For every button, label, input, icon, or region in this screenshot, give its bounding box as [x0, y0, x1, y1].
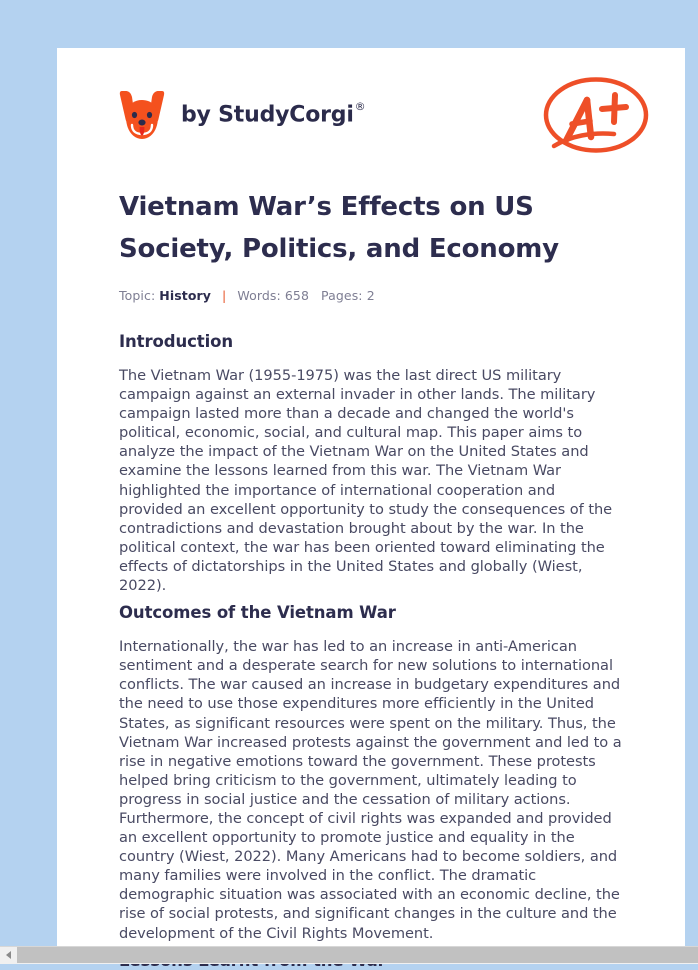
chevron-left-icon[interactable] [0, 947, 17, 963]
scrollbar-track[interactable] [17, 947, 698, 964]
brand-name [181, 99, 366, 128]
brand-prefix: by [181, 102, 219, 128]
section-heading-introduction: Introduction [119, 332, 234, 351]
document-card [57, 48, 685, 947]
corgi-face-icon [119, 89, 165, 141]
word-count: Words: 658 [237, 288, 310, 303]
document-meta [119, 288, 623, 303]
brand-block[interactable] [119, 89, 364, 141]
section-heading-outcomes: Outcomes of the Vietnam War [119, 603, 396, 623]
section-paragraph-introduction: The Vietnam War (1955-1975) was the last direct US military campaign against an external invader in other lands. The military campaign lasted more than a decade and changed the world's political, economic, social, and cultural map. This paper aims to analyze the impact of the Vietnam War on the United States and examine the lessons learned from this war. The Vietnam War highlighted the importance of international cooperation and provided an excellent opportunity to study the consequences of the contradictions and devastation brought about by the war. In the political context, the war has been oriented toward eliminating the effects of dictatorships in the United States and globally (Wiest, 2022). [119, 367, 613, 595]
horizontal-scrollbar[interactable] [0, 946, 698, 964]
document-body [57, 186, 685, 970]
document-header [57, 65, 685, 165]
meta-separator: | [222, 288, 227, 303]
page-title: Vietnam War’s Effects on US Society, Politics, and Economy [119, 192, 559, 264]
section-paragraph-outcomes: Internationally, the war has led to an increase in anti-American sentiment and a desperate search for new solutions to international conflicts. The war caused an increase in budgetary expenditures and the need to use those expenditures more efficiently in the United States, as significant resources were spent on the military. Thus, the Vietnam War increased protests against the government and led to a rise in negative emotions toward the government. These protests helped bring criticism to the government, ultimately leading to progress in social justice and the cessation of military actions. Furthermore, the concept of civil rights was expanded and provided an excellent opportunity to promote justice and equality in the country (Wiest, 2022). Many Americans had to become soldiers, and many families were involved in the conflict. The dramatic demographic situation was associated with an economic decline, the rise of social protests, and significant changes in the culture and the development of the Civil Rights Movement. [119, 638, 622, 942]
page-count: Pages: 2 [321, 288, 375, 303]
topic-label: Topic: [119, 288, 156, 303]
scrollbar-thumb[interactable] [17, 947, 698, 963]
a-plus-grade-icon [540, 74, 652, 156]
chevron-left-glyph [6, 951, 11, 959]
registered-mark-icon: ® [354, 99, 366, 113]
brand-title: StudyCorgi [218, 102, 354, 128]
topic-value[interactable]: History [159, 288, 212, 303]
